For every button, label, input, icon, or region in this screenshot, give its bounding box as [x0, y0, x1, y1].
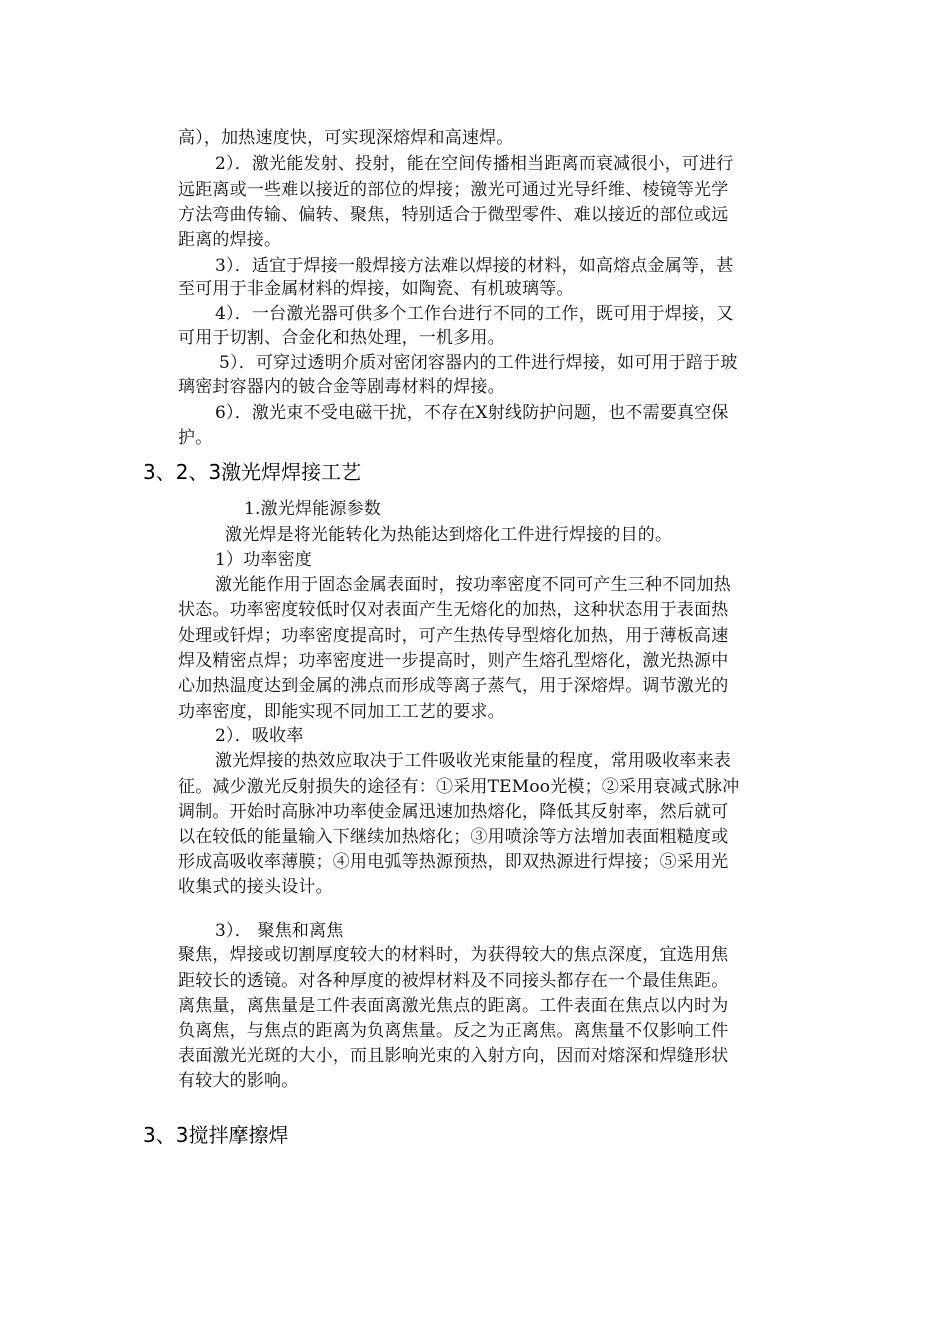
- text-line: 1.激光焊能源参数: [244, 499, 382, 519]
- text-line: 远距离或一些难以接近的部位的焊接；激光可通过光导纤维、棱镜等光学: [178, 180, 729, 200]
- text-line: 聚焦，焊接或切割厚度较大的材料时，为获得较大的焦点深度，宜选用焦: [178, 945, 729, 965]
- text-line: 征。减少激光反射损失的途径有：①采用TEMoo光模；②采用衰减式脉冲: [178, 777, 740, 797]
- text-line: 2）．吸收率: [215, 726, 304, 746]
- text-line: 可用于切割、合金化和热处理，一机多用。: [178, 328, 505, 348]
- text-line: 距离的焊接。: [178, 230, 282, 250]
- text-line: 1）功率密度: [215, 550, 313, 570]
- text-line: 表面激光光斑的大小，而且影响光束的入射方向，因而对熔深和焊缝形状: [178, 1046, 729, 1066]
- text-line: 激光能作用于固态金属表面时，按功率密度不同可产生三种不同加热: [215, 575, 731, 595]
- text-line: 形成高吸收率薄膜；④用电弧等热源预热，即双热源进行焊接；⑤采用光: [178, 852, 729, 872]
- text-line: 4）．一台激光器可供多个工作台进行不同的工作，既可用于焊接，又: [215, 304, 734, 324]
- text-line: 璃密封容器内的铍合金等剧毒材料的焊接。: [178, 377, 505, 397]
- text-line: 有较大的影响。: [178, 1071, 299, 1091]
- text-line: 激光焊接的热效应取决于工件吸收光束能量的程度，常用吸收率来表: [215, 751, 731, 771]
- text-line: 焊及精密点焊；功率密度进一步提高时，则产生熔孔型熔化，激光热源中: [178, 651, 729, 671]
- text-line: 6）．激光束不受电磁干扰，不存在X射线防护问题，也不需要真空保: [215, 403, 729, 423]
- text-line: 方法弯曲传输、偏转、聚焦，特别适合于微型零件、难以接近的部位或远: [178, 205, 729, 225]
- text-line: 护。: [178, 428, 213, 448]
- text-line: 以在较低的能量输入下继续加热熔化；③用喷涂等方法增加表面粗糙度或: [178, 827, 729, 847]
- section-heading: 3、2、3激光焊焊接工艺: [143, 460, 362, 484]
- text-line: 功率密度，即能实现不同加工工艺的要求。: [178, 702, 505, 722]
- text-line: 负离焦，与焦点的距离为负离焦量。反之为正离焦。离焦量不仅影响工件: [178, 1021, 729, 1041]
- text-line: 调制。开始时高脉冲功率使金属迅速加热熔化，降低其反射率，然后就可: [178, 802, 729, 822]
- text-line: 状态。功率密度较低时仅对表面产生无熔化的加热，这种状态用于表面热: [178, 600, 729, 620]
- section-heading: 3、3搅拌摩擦焊: [143, 1123, 289, 1147]
- text-line: 5）．可穿过透明介质对密闭容器内的工件进行焊接，如可用于踣于玻: [219, 353, 738, 373]
- text-line: 高），加热速度快，可实现深熔焊和高速焊。: [178, 128, 514, 148]
- text-line: 离焦量，离焦量是工件表面离激光焦点的距离。工件表面在焦点以内时为: [178, 996, 729, 1016]
- text-line: 收集式的接头设计。: [178, 877, 333, 897]
- text-line: 至可用于非金属材料的焊接，如陶瓷、有机玻璃等。: [178, 279, 574, 299]
- text-line: 处理或钎焊；功率密度提高时，可产生热传导型熔化加热，用于薄板高速: [178, 626, 729, 646]
- text-line: 3）．适宜于焊接一般焊接方法难以焊接的材料，如高熔点金属等，甚: [215, 256, 734, 276]
- text-line: 心加热温度达到金属的沸点而形成等离子蒸气，用于深熔焊。调节激光的: [178, 676, 729, 696]
- text-line: 2）．激光能发射、投射，能在空间传播相当距离而衰减很小，可进行: [215, 154, 734, 174]
- text-line: 激光焊是将光能转化为热能达到熔化工件进行焊接的目的。: [225, 525, 673, 545]
- text-line: 3）． 聚焦和离焦: [215, 921, 344, 941]
- text-line: 距较长的透镜。对各种厚度的被焊材料及不同接头都存在一个最佳焦距。: [178, 971, 729, 991]
